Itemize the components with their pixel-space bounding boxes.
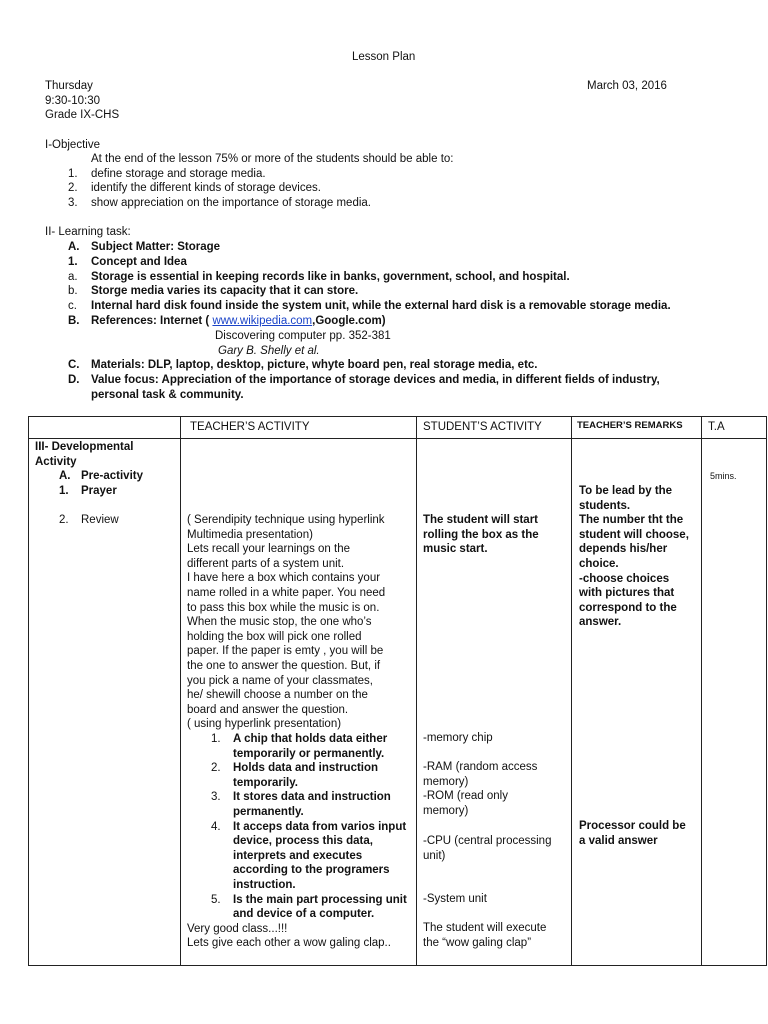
lesson-date: March 03, 2016 xyxy=(587,80,667,92)
concept-item: Internal hard disk found inside the system unit, while the external hard disk is a removable storage media. xyxy=(91,300,671,312)
remarks-cell xyxy=(572,439,702,966)
objective-intro: At the end of the lesson 75% or more of the students should be able to: xyxy=(91,153,454,165)
teacher-activity-line: name rolled in a white paper. You need xyxy=(187,587,386,599)
question-line: A chip that holds data either xyxy=(233,733,388,745)
remarks-line: correspond to the xyxy=(579,601,677,614)
references-author: Gary B. Shelly et al. xyxy=(218,345,320,357)
student-activity-line: The student will start xyxy=(423,514,539,526)
student-activity-line: rolling the box as the xyxy=(423,528,539,541)
teacher-activity-line: to pass this box while the music is on. xyxy=(187,601,380,614)
answer-line: -CPU (central processing xyxy=(423,835,552,847)
answer-line: -RAM (random access xyxy=(423,761,538,773)
concept-item: Storge media varies its capacity that it can store. xyxy=(91,285,359,297)
remarks-line: with pictures that xyxy=(579,587,675,600)
header-teacher-activity: TEACHER’S ACTIVITY xyxy=(181,417,417,439)
question-line: and device of a computer. xyxy=(233,908,375,921)
remarks-cpu-line: a valid answer xyxy=(579,834,658,847)
teacher-activity-cell xyxy=(181,439,417,966)
teacher-activity-line: different parts of a system unit. xyxy=(187,557,345,570)
remarks-cpu-line: Processor could be xyxy=(579,820,686,832)
teacher-activity-line: board and answer the question. xyxy=(187,703,349,716)
teacher-activity-line: he/ shewill choose a number on the xyxy=(187,689,368,702)
objective-item: identify the different kinds of storage devices. xyxy=(91,182,321,194)
closing-line: Lets give each other a wow galing clap.. xyxy=(187,937,391,950)
teacher-activity-line: paper. If the paper is emty , you will be xyxy=(187,645,384,658)
pre-activity-letter: A. xyxy=(59,470,71,482)
references-link[interactable]: www.wikipedia.com xyxy=(212,315,313,327)
question-line: permanently. xyxy=(233,806,304,818)
question-line: Holds data and instruction xyxy=(233,762,379,775)
objective-item-number: 1. xyxy=(68,168,78,180)
teacher-activity-line: the one to answer the question. But, if xyxy=(187,660,381,672)
activity-table xyxy=(28,416,767,966)
answer-line: -ROM (read only xyxy=(423,790,508,803)
references-book: Discovering computer pp. 352-381 xyxy=(215,330,391,342)
question-line: Is the main part processing unit xyxy=(233,893,407,906)
remarks-line: student will choose, xyxy=(579,528,689,541)
header-student-activity: STUDENT’S ACTIVITY xyxy=(417,417,572,439)
answer-line: -memory chip xyxy=(423,732,493,744)
answer-line: memory) xyxy=(423,775,469,788)
teacher-activity-line: ( using hyperlink presentation) xyxy=(187,718,342,731)
teacher-activity-line: you pick a name of your classmates, xyxy=(187,674,373,687)
objective-heading: I-Objective xyxy=(45,139,100,151)
question-line: instruction. xyxy=(233,879,296,891)
student-closing-line: The student will execute xyxy=(423,922,547,934)
phase-title-cont: Activity xyxy=(35,456,77,468)
remarks-line: answer. xyxy=(579,616,622,629)
prayer-number: 1. xyxy=(59,485,69,497)
closing-line: Very good class...!!! xyxy=(187,922,288,935)
teacher-activity-line: When the music stop, the one who’s xyxy=(187,616,372,629)
student-activity-cell xyxy=(417,439,572,966)
student-closing-line: the “wow galing clap” xyxy=(423,936,532,949)
subject-letter: A. xyxy=(68,241,80,253)
header-ta: T.A xyxy=(702,417,767,439)
teacher-activity-line: I have here a box which contains your xyxy=(187,572,381,585)
table-row xyxy=(29,439,767,966)
concept-letter: a. xyxy=(68,271,78,283)
materials: Materials: DLP, laptop, desktop, picture, whyte board pen, real storage media, etc. xyxy=(91,359,538,371)
remarks-line: The number tht the xyxy=(579,514,684,527)
question-number: 2. xyxy=(211,762,221,775)
objective-item: define storage and storage media. xyxy=(91,168,266,180)
ta-value: 5mins. xyxy=(710,471,737,481)
teacher-activity-line: Lets recall your learnings on the xyxy=(187,543,351,556)
question-number: 3. xyxy=(211,791,221,804)
value-focus: Value focus: Appreciation of the importance of storage devices and media, in different fields of industry, xyxy=(91,374,660,386)
header-cell-empty xyxy=(29,417,181,439)
question-line: It acceps data from varios input xyxy=(233,820,407,833)
answer-line: unit) xyxy=(423,849,446,862)
teacher-activity-line: ( Serendipity technique using hyperlink xyxy=(187,514,385,526)
question-number: 1. xyxy=(211,733,221,745)
page-title: Lesson Plan xyxy=(352,51,416,63)
question-line: device, process this data, xyxy=(233,835,373,848)
review-label: Review xyxy=(81,514,119,526)
question-line: It stores data and instruction xyxy=(233,791,391,804)
concept-letter: c. xyxy=(68,300,77,312)
objective-item-number: 2. xyxy=(68,182,78,194)
concept-number: 1. xyxy=(68,256,78,268)
value-focus-cont: personal task & community. xyxy=(91,389,244,401)
student-activity-line: music start. xyxy=(423,543,488,556)
question-line: temporarily or permanently. xyxy=(233,747,385,760)
table-header-row xyxy=(29,417,767,439)
question-line: interprets and executes xyxy=(233,849,363,862)
lesson-day: Thursday xyxy=(45,80,93,92)
pre-activity-label: Pre-activity xyxy=(81,470,144,482)
remarks-line: choice. xyxy=(579,558,619,570)
teacher-activity-line: holding the box will pick one rolled xyxy=(187,630,362,643)
remarks-line: To be lead by the xyxy=(579,485,673,497)
lesson-grade: Grade IX-CHS xyxy=(45,109,120,121)
materials-letter: C. xyxy=(68,359,80,371)
concept-heading: Concept and Idea xyxy=(91,256,187,268)
phase-cell xyxy=(29,439,181,966)
question-line: according to the programers xyxy=(233,864,390,877)
ta-cell xyxy=(702,439,767,966)
subject-matter: Subject Matter: Storage xyxy=(91,241,221,253)
value-letter: D. xyxy=(68,374,80,386)
remarks-line: depends his/her xyxy=(579,543,668,556)
objective-item-number: 3. xyxy=(68,197,78,209)
references-after: ,Google.com) xyxy=(312,315,386,327)
objective-item: show appreciation on the importance of storage media. xyxy=(91,197,371,209)
prayer-label: Prayer xyxy=(81,485,117,497)
phase-title: III- Developmental xyxy=(35,441,134,453)
header-teachers-remarks: TEACHER’S REMARKS xyxy=(572,417,702,439)
teacher-activity-line: Multimedia presentation) xyxy=(187,528,313,541)
lesson-time: 9:30-10:30 xyxy=(45,95,100,107)
review-number: 2. xyxy=(59,514,69,526)
concept-letter: b. xyxy=(68,285,78,297)
question-line: temporarily. xyxy=(233,776,298,789)
remarks-line: students. xyxy=(579,499,631,512)
question-number: 5. xyxy=(211,893,221,906)
references-letter: B. xyxy=(68,315,80,327)
concept-item: Storage is essential in keeping records like in banks, government, school, and hospital. xyxy=(91,271,570,283)
remarks-line: -choose choices xyxy=(579,572,670,585)
references-label: References: Internet ( xyxy=(91,315,213,327)
answer-line: memory) xyxy=(423,804,469,817)
references-line xyxy=(91,314,386,329)
question-number: 4. xyxy=(211,820,221,833)
answer-line: -System unit xyxy=(423,893,487,905)
learning-heading: II- Learning task: xyxy=(45,226,131,238)
